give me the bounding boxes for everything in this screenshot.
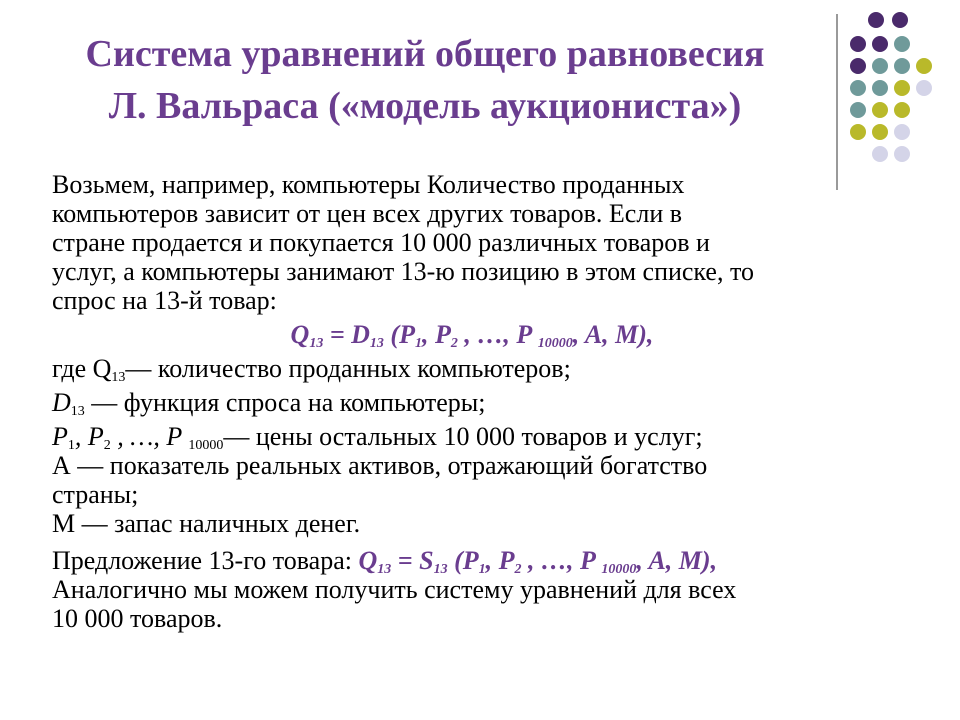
dot [872, 146, 888, 162]
definition-q: где $Q_{13}—$ количество проданных компьютеров; [52, 354, 571, 385]
definition-p: $P_1$, $P_2$ , …, P $_{10000}$— цены остальных 10 000 товаров и услуг; [52, 422, 703, 453]
slide-body [52, 170, 932, 633]
intro-line: стране продается и покупается 10 000 различных товаров и [52, 228, 710, 257]
definition-d: $D_{13}$ — функция спроса на компьютеры; [52, 388, 486, 419]
dot [850, 36, 866, 52]
dot [894, 146, 910, 162]
dot [872, 36, 888, 52]
dot [850, 58, 866, 74]
dot [872, 102, 888, 118]
definition-a-cont: страны; [52, 480, 139, 509]
divider-line [836, 14, 838, 190]
intro-line: компьютеров зависит от цен всех других товаров. Если в [52, 199, 683, 228]
title-line-2: Л. Вальраса («модель аукциониста») [108, 85, 742, 127]
definition-a: А — показатель реальных активов, отражающий богатство [52, 451, 708, 480]
dot [894, 36, 910, 52]
dot [850, 124, 866, 140]
definition-m: М — запас наличных денег. [52, 509, 361, 538]
dot [894, 58, 910, 74]
dot [894, 124, 910, 140]
dot [872, 58, 888, 74]
dot [872, 124, 888, 140]
demand-formula: $Q_{13} = D_{13}$ ($P_1$, $P_2$ , …, P $_{10000}$, A, M), [290, 320, 654, 351]
dot [868, 12, 884, 28]
intro-line: услуг, а компьютеры занимают 13-ю позицию в этом списке, то [52, 257, 754, 286]
dot [894, 80, 910, 96]
dot [894, 102, 910, 118]
slide-title [30, 28, 820, 132]
dot [850, 80, 866, 96]
title-line-1: Система уравнений общего равновесия [85, 33, 765, 75]
conclusion-line: Аналогично мы можем получить систему уравнений для всех [52, 575, 737, 604]
dot [916, 80, 932, 96]
supply-line: Предложение 13-го товара: $Q_{13} = S_{13}$ ($P_1$, $P_2$ , …, P $_{10000}$, A, M), [52, 546, 718, 577]
dot [850, 102, 866, 118]
conclusion-line: 10 000 товаров. [52, 604, 223, 633]
dot [892, 12, 908, 28]
intro-line: Возьмем, например, компьютеры Количество проданных [52, 170, 685, 199]
intro-line: спрос на 13-й товар: [52, 286, 277, 315]
dot [916, 58, 932, 74]
dot [872, 80, 888, 96]
